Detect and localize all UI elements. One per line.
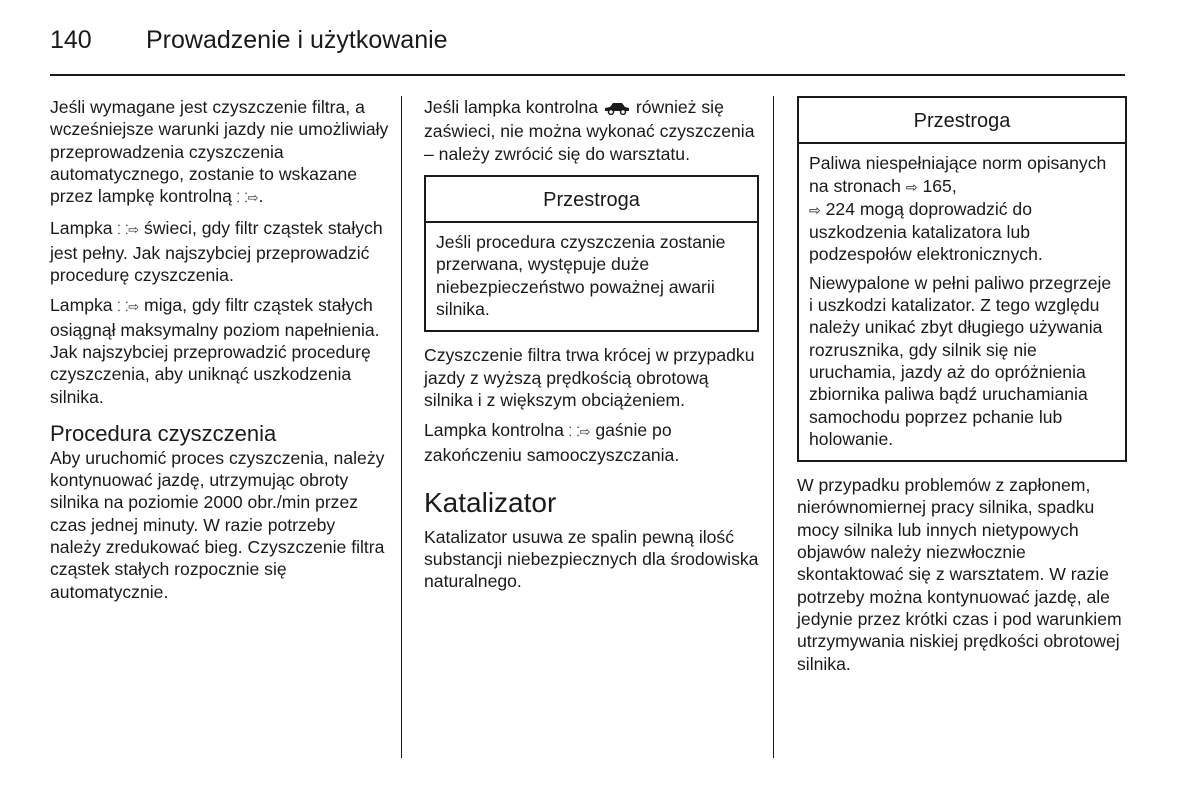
warning-box — [424, 175, 759, 332]
warning-text: Jeśli procedura czyszczenia zostanie przerwana, występuje duże niebezpieczeństwo poważnej awarii silnika. — [436, 232, 726, 320]
warning-unburnt-fuel-text: Niewypalone w pełni paliwo przegrzeje i uszkodzi katalizator. Z tego względu należy unikać zbyt długiego używania rozrusznika, gdy silnik się nie uruchamia, jazdy aż do opróżnienia zbiornika paliwa bądź uruchamiania samochodu poprzez pchanie lub holowanie. — [809, 272, 1112, 449]
header-rule — [50, 74, 1125, 76]
column-divider-1 — [401, 96, 402, 758]
page-reference[interactable]: 165, — [922, 175, 957, 196]
page-title: Prowadzenie i użytkowanie — [146, 26, 448, 54]
paragraph-lamp-flashing: Lampka ⸬⇨ miga, gdy filtr cząstek stałych osiągnął maksymalny poziom napełnienia. Jak najszybciej przeprowadzić procedurę czyszczenia, aby uniknąć uszkodzenia silnika. — [50, 295, 380, 407]
warning-fuel-text: Paliwa niespełniające norm opisanych na stronach ⇨ 165, ⇨ 224 mogą doprowadzić do uszkodzenia katalizatora lub podzespołów elektronicznych. — [809, 153, 1107, 265]
paragraph-catalyst: Katalizator usuwa ze spalin pewną ilość substancji niebezpiecznych dla środowiska naturalnego. — [424, 526, 759, 592]
page-reference[interactable]: 224 — [825, 198, 855, 219]
section-heading-catalyst: Katalizator — [424, 486, 557, 518]
section-heading-cleaning: Procedura czyszczenia — [50, 420, 277, 446]
column-divider-2 — [773, 96, 774, 758]
paragraph-ignition-problems: W przypadku problemów z zapłonem, nierównomiernej pracy silnika, spadku mocy silnika lub innych nietypowych objawów należy niezwłocznie skontaktować się z warsztatem. W razie potrzeby można kontynuować jazdę, ale jedynie przez krótki czas i pod warunkiem utrzymywania niskiej prędkości obrotowej silnika. — [797, 475, 1122, 674]
page-header — [50, 26, 448, 55]
warning-title: Przestroga — [799, 98, 1125, 144]
column-1 — [50, 96, 390, 611]
dpf-warning-icon: ⸬⇨ — [117, 222, 140, 238]
paragraph-cleaning-duration: Czyszczenie filtra trwa krócej w przypadku jazdy z wyższą prędkością obrotową silnika i z większym obciążeniem. — [424, 345, 755, 410]
paragraph-cleaning-procedure: Aby uruchomić proces czyszczenia, należy kontynuować jazdę, utrzymując obroty silnika na poziomie 2000 obr./min przez czas jednej minuty. W razie potrzeby należy zredukować bieg. Czyszczenie filtra cząstek stałych rozpocznie się automatycznie. — [50, 447, 385, 602]
page-number: 140 — [50, 26, 92, 54]
paragraph-lamp-on: Lampka ⸬⇨ świeci, gdy filtr cząstek stałych jest pełny. Jak najszybciej przeprowadzić procedurę czyszczenia. — [50, 218, 383, 286]
column-2 — [424, 96, 759, 601]
page-reference-arrow-icon: ⇨ — [809, 201, 821, 218]
dpf-warning-icon: ⸬⇨ — [236, 190, 259, 206]
paragraph-dpf-indication: Jeśli wymagane jest czyszczenie filtra, a wcześniejsze warunki jazdy nie umożliwiały przeprowadzenia czyszczenia automatycznego, zostanie to wskazane przez lampkę kontrolną ⸬⇨. — [50, 96, 390, 209]
column-3 — [797, 96, 1127, 683]
dpf-warning-icon: ⸬⇨ — [117, 299, 140, 315]
dpf-warning-icon: ⸬⇨ — [568, 424, 591, 440]
warning-box — [797, 96, 1127, 462]
warning-title: Przestroga — [426, 177, 757, 223]
service-car-icon — [603, 98, 631, 120]
page-reference-arrow-icon: ⇨ — [905, 178, 918, 195]
paragraph-lamp-off: Lampka kontrolna ⸬⇨ gaśnie po zakończeniu samooczyszczania. — [424, 420, 680, 465]
paragraph-service-lamp: Jeśli lampka kontrolna również się zaświeci, nie można wykonać czyszczenia – należy zwrócić się do warsztatu. — [424, 97, 755, 164]
